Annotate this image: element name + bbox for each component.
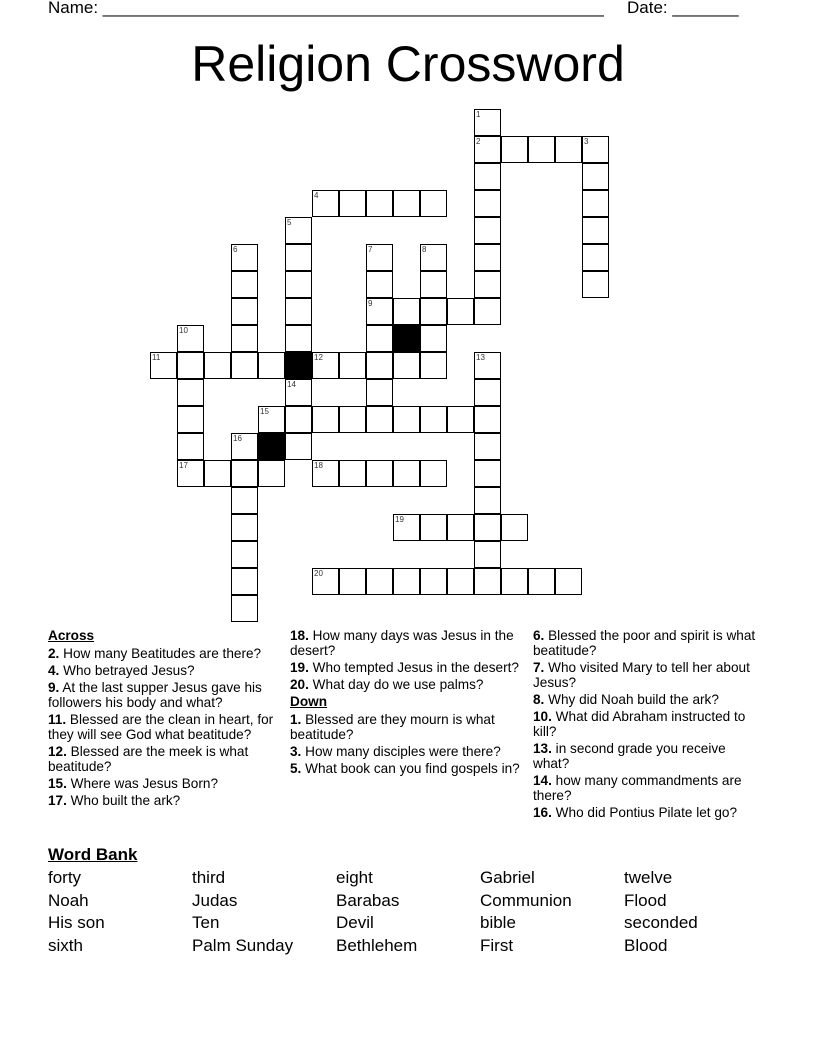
crossword-cell[interactable] [474, 487, 501, 514]
crossword-cell[interactable] [393, 460, 420, 487]
crossword-cell[interactable] [177, 325, 204, 352]
crossword-cell[interactable] [150, 352, 177, 379]
clue-number-label: 7. [533, 660, 545, 675]
crossword-cell[interactable] [528, 136, 555, 163]
crossword-cell[interactable] [204, 352, 231, 379]
crossword-cell[interactable] [474, 298, 501, 325]
clue-text: Why did Noah build the ark? [544, 692, 719, 707]
crossword-cell[interactable] [393, 568, 420, 595]
clue-item [48, 776, 280, 791]
clue-number: 20 [314, 569, 323, 578]
crossword-cell[interactable] [501, 136, 528, 163]
clue-number-label: 18. [290, 628, 309, 643]
crossword-cell[interactable] [312, 406, 339, 433]
black-square [258, 433, 285, 460]
clue-text: What day do we use palms? [308, 676, 484, 692]
crossword-cell[interactable] [312, 190, 339, 217]
clue-number: 14 [287, 380, 296, 389]
crossword-cell[interactable] [420, 352, 447, 379]
crossword-cell[interactable] [420, 325, 447, 352]
crossword-grid [151, 110, 611, 624]
clue-number: 4 [314, 191, 319, 200]
clue-number: 10 [179, 326, 188, 335]
crossword-cell[interactable] [339, 190, 366, 217]
clue-text: Who tempted Jesus in the desert? [308, 660, 519, 675]
crossword-cell[interactable] [366, 352, 393, 379]
word-bank-item: Blood [624, 935, 668, 955]
crossword-cell[interactable] [339, 406, 366, 433]
crossword-cell[interactable] [474, 244, 501, 271]
clue-number-label: 17. [48, 792, 67, 808]
clue-number: 18 [314, 461, 323, 470]
crossword-cell[interactable] [231, 352, 258, 379]
crossword-cell[interactable] [582, 190, 609, 217]
crossword-cell[interactable] [231, 325, 258, 352]
clue-number-label: 6. [533, 628, 545, 643]
crossword-cell[interactable] [285, 433, 312, 460]
word-bank-item: third [192, 868, 226, 887]
clue-text: What did Abraham instructed to kill? [533, 708, 746, 739]
crossword-cell[interactable] [474, 163, 501, 190]
clue-number: 8 [422, 245, 427, 254]
crossword-cell[interactable] [366, 298, 393, 325]
clue-item [48, 793, 280, 808]
crossword-cell[interactable] [177, 433, 204, 460]
word-bank-item: bible [480, 913, 516, 933]
crossword-cell[interactable] [177, 406, 204, 433]
crossword-cell[interactable] [555, 568, 582, 595]
clue-number-label: 4. [48, 663, 60, 678]
crossword-cell[interactable] [366, 244, 393, 271]
word-bank-item: Devil [336, 913, 374, 933]
clue-item [290, 761, 522, 776]
crossword-cell[interactable] [339, 352, 366, 379]
crossword-cell[interactable] [393, 514, 420, 541]
clue-number: 7 [368, 245, 373, 254]
clue-text: Who visited Mary to tell her about Jesus? [533, 660, 750, 691]
word-bank-item: Palm Sunday [192, 935, 294, 955]
crossword-cell[interactable] [420, 271, 447, 298]
crossword-cell[interactable] [393, 406, 420, 433]
clue-number-label: 1. [290, 711, 302, 727]
word-bank-item: His son [48, 913, 105, 933]
clue-text: Blessed are the meek is what beatitude? [48, 743, 249, 774]
word-bank-title: Word Bank [48, 845, 138, 864]
clue-item [533, 660, 765, 690]
crossword-cell[interactable] [474, 136, 501, 163]
clue-number: 12 [314, 353, 323, 362]
clue-text: Blessed are the clean in heart, for they will see God what beatitude? [48, 711, 274, 742]
clue-item [48, 680, 280, 710]
crossword-cell[interactable] [285, 271, 312, 298]
clues-column-1 [48, 628, 280, 809]
crossword-cell[interactable] [420, 244, 447, 271]
crossword-cell[interactable] [366, 190, 393, 217]
word-bank-item: forty [48, 868, 82, 887]
crossword-cell[interactable] [285, 298, 312, 325]
clue-number-label: 3. [290, 743, 302, 759]
clue-text: Blessed are they mourn is what beatitude? [290, 711, 495, 742]
clue-number-label: 16. [533, 804, 552, 820]
clue-text: Who did Pontius Pilate let go? [551, 804, 738, 820]
crossword-cell[interactable] [474, 568, 501, 595]
crossword-cell[interactable] [258, 460, 285, 487]
clue-item [533, 805, 765, 820]
clue-number: 11 [152, 353, 161, 362]
clue-text: Who built the ark? [66, 792, 181, 808]
crossword-cell[interactable] [420, 514, 447, 541]
clue-item [290, 660, 522, 675]
crossword-cell[interactable] [474, 379, 501, 406]
clue-text: in second grade you receive what? [533, 740, 726, 771]
clue-item [48, 646, 280, 661]
clue-number-label: 19. [290, 660, 309, 675]
word-bank-item: Flood [624, 890, 667, 910]
clue-number-label: 14. [533, 772, 552, 788]
clue-item [48, 712, 280, 742]
crossword-cell[interactable] [312, 460, 339, 487]
crossword-cell[interactable] [366, 460, 393, 487]
crossword-cell[interactable] [582, 217, 609, 244]
crossword-cell[interactable] [528, 568, 555, 595]
crossword-cell[interactable] [231, 271, 258, 298]
crossword-cell[interactable] [447, 514, 474, 541]
down-heading: Down [290, 693, 327, 709]
name-field[interactable]: Name: _____________________________________________________ [48, 0, 604, 17]
crossword-cell[interactable] [582, 271, 609, 298]
word-bank-item: eight [336, 868, 373, 887]
crossword-cell[interactable] [285, 406, 312, 433]
crossword-cell[interactable] [474, 190, 501, 217]
clue-number: 13 [476, 353, 485, 362]
crossword-cell[interactable] [447, 298, 474, 325]
crossword-cell[interactable] [420, 460, 447, 487]
crossword-cell[interactable] [312, 568, 339, 595]
clue-number: 9 [368, 299, 373, 308]
clue-number: 2 [476, 137, 481, 146]
crossword-cell[interactable] [231, 595, 258, 622]
word-bank-item: Communion [480, 890, 572, 910]
crossword-cell[interactable] [474, 217, 501, 244]
clues-column-2 [290, 628, 522, 777]
word-bank-item: Noah [48, 890, 89, 910]
clue-number-label: 20. [290, 676, 309, 692]
clue-item [533, 628, 765, 658]
crossword-cell[interactable] [204, 460, 231, 487]
clue-number: 5 [287, 218, 292, 227]
crossword-cell[interactable] [177, 460, 204, 487]
crossword-cell[interactable] [555, 136, 582, 163]
crossword-cell[interactable] [366, 325, 393, 352]
clue-number-label: 13. [533, 740, 552, 756]
crossword-cell[interactable] [582, 136, 609, 163]
crossword-cell[interactable] [474, 514, 501, 541]
crossword-cell[interactable] [177, 352, 204, 379]
clue-text: How many days was Jesus in the desert? [290, 628, 514, 659]
crossword-cell[interactable] [258, 406, 285, 433]
word-bank-item: Bethlehem [336, 935, 418, 955]
crossword-cell[interactable] [312, 352, 339, 379]
crossword-cell[interactable] [366, 379, 393, 406]
clue-number: 15 [260, 407, 269, 416]
clue-item [533, 773, 765, 803]
crossword-cell[interactable] [231, 433, 258, 460]
crossword-cell[interactable] [231, 244, 258, 271]
clue-number: 16 [233, 434, 242, 443]
clue-number-label: 9. [48, 679, 60, 695]
crossword-cell[interactable] [339, 460, 366, 487]
crossword-cell[interactable] [231, 298, 258, 325]
crossword-cell[interactable] [474, 352, 501, 379]
word-bank-item: First [480, 935, 514, 955]
clue-item [48, 744, 280, 774]
crossword-cell[interactable] [258, 352, 285, 379]
crossword-cell[interactable] [474, 433, 501, 460]
crossword-cell[interactable] [285, 217, 312, 244]
crossword-cell[interactable] [393, 352, 420, 379]
clue-number-label: 10. [533, 708, 552, 724]
across-heading: Across [48, 628, 95, 643]
crossword-cell[interactable] [447, 406, 474, 433]
clue-item [533, 709, 765, 739]
crossword-cell[interactable] [501, 568, 528, 595]
crossword-cell[interactable] [366, 406, 393, 433]
clue-text: how many commandments are there? [533, 772, 742, 803]
crossword-cell[interactable] [366, 568, 393, 595]
date-field[interactable]: Date: _______ [627, 0, 739, 17]
clue-text: Who betrayed Jesus? [59, 663, 195, 678]
word-bank-item: seconded [624, 913, 698, 933]
crossword-cell[interactable] [474, 541, 501, 568]
crossword-cell[interactable] [231, 514, 258, 541]
crossword-cell[interactable] [285, 325, 312, 352]
clue-text: How many disciples were there? [301, 743, 501, 759]
clue-item [290, 712, 522, 742]
black-square [393, 325, 420, 352]
clue-number-label: 11. [48, 711, 67, 727]
clue-text: Where was Jesus Born? [66, 775, 219, 791]
clue-item [48, 663, 280, 678]
word-bank-item: twelve [624, 868, 673, 887]
word-bank-item: Ten [192, 913, 220, 933]
crossword-cell[interactable] [393, 190, 420, 217]
crossword-cell[interactable] [231, 568, 258, 595]
clue-item [533, 692, 765, 707]
crossword-cell[interactable] [420, 568, 447, 595]
clue-number: 1 [476, 110, 481, 119]
crossword-cell[interactable] [231, 460, 258, 487]
crossword-cell[interactable] [582, 163, 609, 190]
clue-number-label: 5. [290, 760, 302, 776]
clue-number-label: 12. [48, 743, 67, 759]
page-title: Religion Crossword [191, 36, 625, 92]
clue-number-label: 8. [533, 692, 545, 707]
clue-text: Blessed the poor and spirit is what beatitude? [533, 628, 756, 659]
clue-text: What book can you find gospels in? [301, 760, 520, 776]
word-bank-item: Judas [192, 890, 238, 910]
clue-number: 17 [179, 461, 188, 470]
crossword-cell[interactable] [231, 487, 258, 514]
crossword-cell[interactable] [420, 298, 447, 325]
crossword-cell[interactable] [420, 406, 447, 433]
clue-item [290, 628, 522, 658]
crossword-cell[interactable] [177, 379, 204, 406]
word-bank-item: Barabas [336, 890, 400, 910]
crossword-cell[interactable] [474, 271, 501, 298]
clue-number: 6 [233, 245, 238, 254]
crossword-cell[interactable] [285, 379, 312, 406]
clue-item [290, 677, 522, 692]
crossword-cell[interactable] [501, 514, 528, 541]
clue-item [533, 741, 765, 771]
clue-item [290, 744, 522, 759]
clues-column-3 [533, 628, 765, 822]
crossword-cell[interactable] [474, 460, 501, 487]
crossword-cell[interactable] [393, 298, 420, 325]
word-bank-item: sixth [48, 935, 83, 955]
crossword-cell[interactable] [582, 244, 609, 271]
clue-number-label: 2. [48, 646, 60, 662]
crossword-cell[interactable] [474, 406, 501, 433]
crossword-cell[interactable] [474, 109, 501, 136]
clue-text: How many Beatitudes are there? [59, 646, 262, 662]
clue-number: 19 [395, 515, 404, 524]
crossword-cell[interactable] [339, 568, 366, 595]
crossword-cell[interactable] [366, 271, 393, 298]
clue-number: 3 [584, 137, 589, 146]
crossword-cell[interactable] [420, 190, 447, 217]
word-bank-item: Gabriel [480, 868, 535, 887]
crossword-cell[interactable] [285, 244, 312, 271]
clue-text: At the last supper Jesus gave his followers his body and what? [48, 679, 262, 710]
crossword-cell[interactable] [231, 541, 258, 568]
black-square [285, 352, 312, 379]
clue-number-label: 15. [48, 775, 67, 791]
crossword-cell[interactable] [447, 568, 474, 595]
